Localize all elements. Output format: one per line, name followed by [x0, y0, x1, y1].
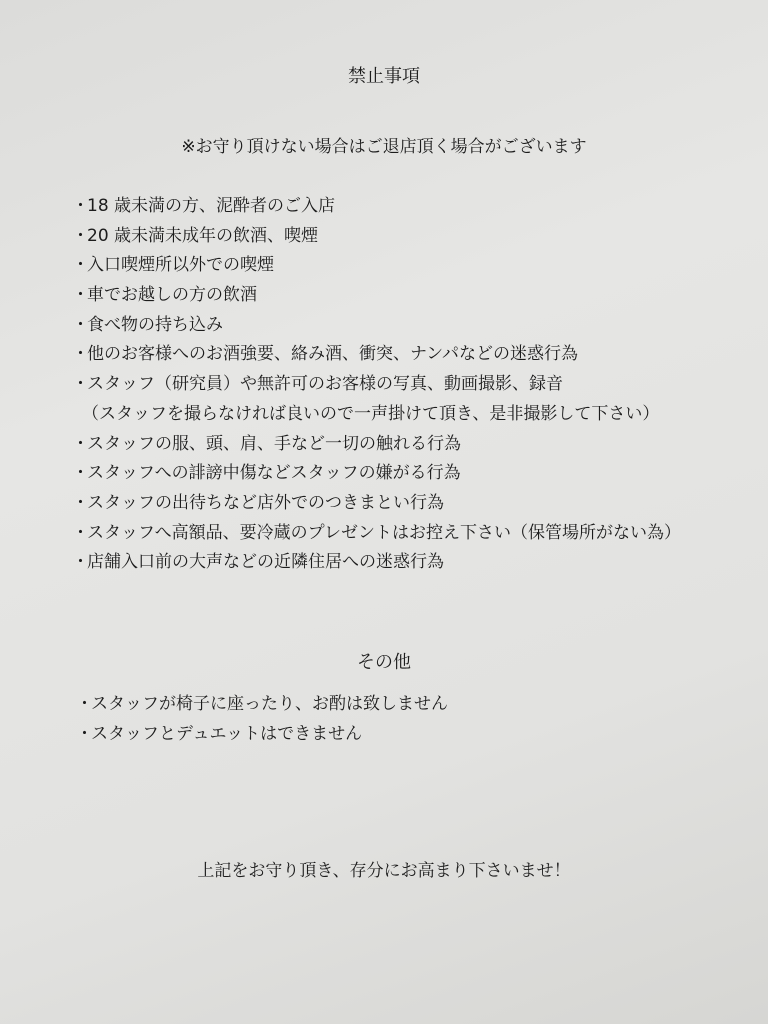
- bullet-mark: ・: [72, 552, 89, 573]
- list-item: [72, 192, 681, 222]
- bullet-mark: ・: [72, 225, 89, 246]
- bullet-mark: ・: [72, 196, 89, 216]
- list-item: [72, 311, 681, 341]
- notice-title: 禁止事項: [348, 66, 420, 87]
- bullet-mark: ・: [72, 463, 89, 484]
- bullet-mark: ・: [76, 694, 93, 714]
- list-item: [72, 222, 681, 252]
- list-item: [72, 281, 681, 311]
- other-list: [76, 690, 448, 749]
- list-item: [76, 690, 448, 720]
- list-item-text: スタッフとデュエットはできません: [91, 723, 363, 744]
- list-item: [72, 430, 681, 460]
- list-item: [72, 459, 681, 489]
- list-item-text: スタッフ（研究員）や無許可のお客様の写真、動画撮影、録音: [87, 374, 563, 395]
- list-item-text: 18 歳未満の方、泥酔者のご入店: [87, 196, 336, 216]
- list-item-text: スタッフへの誹謗中傷などスタッフの嫌がる行為: [87, 463, 461, 484]
- bullet-mark: ・: [72, 255, 89, 276]
- bullet-mark: ・: [72, 285, 89, 306]
- list-item: [72, 340, 681, 370]
- other-title: その他: [357, 652, 411, 673]
- prohibited-list: [72, 192, 681, 578]
- list-item-text: スタッフの出待ちなど店外でのつきまとい行為: [87, 492, 444, 513]
- list-item: [76, 720, 448, 750]
- list-item-text: スタッフが椅子に座ったり、お酌は致しません: [91, 694, 448, 714]
- list-item-text: スタッフの服、頭、肩、手など一切の触れる行為: [87, 433, 461, 454]
- bullet-mark: ・: [72, 433, 89, 454]
- list-item-text: 20 歳未満未成年の飲酒、喫煙: [87, 225, 319, 246]
- list-item: [72, 251, 681, 281]
- list-item-text: スタッフへ高額品、要冷蔵のプレゼントはお控え下さい（保管場所がない為）: [87, 522, 681, 543]
- list-item: [72, 370, 681, 400]
- bullet-mark: ・: [72, 522, 89, 543]
- list-item-text: （スタッフを撮らなければ良いので一声掛けて頂き、是非撮影して下さい）: [82, 403, 660, 424]
- list-item-text: 食べ物の持ち込み: [87, 314, 223, 335]
- bullet-mark: ・: [72, 374, 89, 395]
- bullet-mark: ・: [72, 314, 89, 335]
- list-item-text: 入口喫煙所以外での喫煙: [87, 255, 274, 276]
- list-item-text: 他のお客様へのお酒強要、絡み酒、衝突、ナンパなどの迷惑行為: [87, 344, 578, 365]
- bullet-mark: ・: [72, 344, 89, 365]
- list-item: [72, 519, 681, 549]
- closing-text: 上記をお守り頂き、存分にお高まり下さいませ！: [197, 861, 571, 881]
- list-item: [72, 489, 681, 519]
- list-item-text: 店舗入口前の大声などの近隣住居への迷惑行為: [87, 552, 444, 573]
- list-item-text: 車でお越しの方の飲酒: [87, 285, 257, 306]
- bullet-mark: ・: [76, 723, 93, 744]
- list-item: [72, 548, 681, 578]
- bullet-mark: ・: [72, 492, 89, 513]
- warning-text: ※お守り頂けない場合はご退店頂く場合がございます: [181, 137, 587, 157]
- list-item-note: [72, 400, 681, 430]
